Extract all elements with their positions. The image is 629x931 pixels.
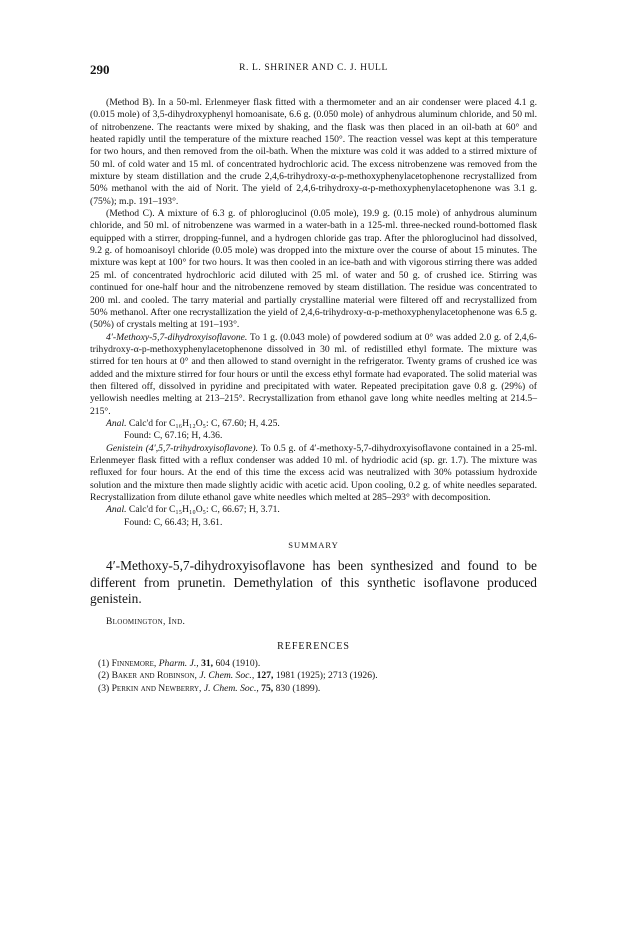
genistein-heading: Genistein (4′,5,7-trihydroxyisoflavone).	[106, 442, 258, 454]
analysis-label: Anal.	[106, 417, 127, 429]
paragraph-method-b: (Method B). In a 50-ml. Erlenmeyer flask fitted with a thermometer and an air condenser were placed 4.1 g. (0.015 mole) of 3,5-dihydroxyphenyl homoanisate, 6.6 g. (0.050 mole) of anhydrous aluminum chloride, and 50 ml. of nitrobenzene. The reactants were mixed by shaking, and the flask was then placed in an oil-bath at 60° and heated rapidly until the temperature of the mixture reached 150°. The reaction vessel was kept at this temperature for two hours, and then removed from the oil-bath. When the mixture was cold it was added to a stirred mixture of 50 ml. of cold water and 15 ml. of concentrated hydrochloric acid. The excess nitrobenzene was removed from the mixture by steam distillation and the crude 2,4,6-trihydroxy-α-p-methoxyphenylacetophenone recrystallized from 50% methanol with the aid of Norit. The yield of 2,4,6-trihydroxy-α-p-methoxyphenylacetophenone was 3.1 g. (75%); m.p. 191–193°.	[90, 97, 537, 207]
references-heading: REFERENCES	[277, 640, 350, 652]
reference-number: (2)	[98, 670, 110, 682]
genistein-text: To 0.5 g. of 4′-methoxy-5,7-dihydroxyisoflavone contained in a 25-ml. Erlenmeyer flask fitted with a reflux condenser was added 10 ml. of hydriodic acid (sp. gr. 1.7). The mixture was refluxed for four hours. At the end of this time the excess acid was neutralized with 30% potassium hydroxide solution and the mixture then made slightly acidic with acetic acid. Upon cooling, 0.2 g. of white needles separated. Recrystallization from dilute ethanol gave white needles which melted at 285–293° with decomposition.	[90, 442, 537, 503]
reference-item	[90, 658, 537, 671]
reference-authors: Finnemore,	[111, 657, 157, 669]
running-head: R. L. SHRINER AND C. J. HULL	[239, 63, 388, 73]
analysis-found-2: Found: C, 66.43; H, 3.61.	[124, 516, 223, 528]
reference-pages: 1981 (1925); 2713 (1926).	[275, 670, 378, 682]
summary-text: 4′-Methoxy-5,7-dihydroxyisoflavone has been synthesized and found to be different from prunetin. Demethylation of this synthetic isoflavone produced genistein.	[90, 558, 537, 607]
article-body	[90, 97, 537, 695]
analysis-calculated-1	[90, 418, 537, 430]
reference-volume: 75,	[261, 682, 274, 694]
paragraph-genistein	[90, 443, 537, 505]
page-number: 290	[90, 62, 110, 77]
paragraph-method-c: (Method C). A mixture of 6.3 g. of phloroglucinol (0.05 mole), 19.9 g. (0.15 mole) of anhydrous aluminum chloride, and 50 ml. of nitrobenzene was warmed in a water-bath in a 125-ml. three-necked round-bottomed flask equipped with a stirrer, dropping-funnel, and a hydrogen chloride gas trap. After the phloroglucinol had dissolved, 9.2 g. of homoanisoyl chloride (0.05 mole) was dropped into the mixture over the course of about 15 minutes. The mixture was kept at 100° for two hours. It was then cooled in an ice-bath and with vigorous stirring there was added 25 ml. of concentrated hydrochloric acid diluted with 25 ml. of water and 50 g. of crushed ice. Stirring was continued for one-half hour and the nitrobenzene removed by steam distillation. The residue was concentrated to 200 ml. and cooled. The tarry material and partially crystalline material were filtered off and recrystallized from 50% methanol. After one recrystallization the yield of 2,4,6-trihydroxy-α-p-methoxyphenylacetophenone was 6.5 g. (50%) of crystals melting at 191–193°.	[90, 208, 537, 331]
isoflavone-text: To 1 g. (0.043 mole) of powdered sodium at 0° was added 2.0 g. of 2,4,6-trihydroxy-α-p-methoxyphenylacetophenone dissolved in 30 ml. of redistilled ethyl formate. The mixture was stirred for ten hours at 0° and then allowed to stand overnight in the refrigerator. Twenty grams of crushed ice was added and the mixture stirred for four hours or until the excess ethyl formate had evaporated. The solid material was then filtered off, dissolved in pyridine and precipitated with water. Repeated precipitation gave 0.8 g. (29%) of yellowish needles melting at 213–215°. Recrystallization from ethanol gave long white needles melting at 214.5–215°.	[90, 331, 537, 417]
reference-number: (1)	[98, 657, 110, 669]
analysis-calculated-text: Calc'd for C₁₅H₁₀O₅: C, 66.67; H, 3.71.	[126, 504, 280, 516]
reference-pages: 604 (1910).	[215, 657, 261, 669]
summary-heading: SUMMARY	[288, 540, 339, 551]
reference-pages: 830 (1899).	[275, 682, 321, 694]
paragraph-isoflavone-synthesis	[90, 332, 537, 418]
isoflavone-heading: 4′-Methoxy-5,7-dihydroxyisoflavone.	[106, 331, 248, 343]
analysis-label: Anal.	[106, 504, 127, 516]
reference-authors: Perkin and Newberry,	[111, 682, 202, 694]
reference-item	[90, 683, 537, 696]
reference-volume: 31,	[201, 657, 214, 669]
reference-journal: Pharm. J.,	[158, 657, 199, 669]
author-location: Bloomington, Ind.	[106, 616, 186, 627]
reference-item	[90, 670, 537, 683]
reference-authors: Baker and Robinson,	[111, 670, 197, 682]
analysis-found-1: Found: C, 67.16; H, 4.36.	[124, 430, 223, 442]
reference-journal: J. Chem. Soc.,	[199, 670, 255, 682]
analysis-calculated-2	[90, 504, 537, 516]
reference-journal: J. Chem. Soc.,	[203, 682, 259, 694]
reference-volume: 127,	[256, 670, 274, 682]
page-header	[90, 62, 537, 78]
analysis-calculated-text: Calc'd for C₁₆H₁₂O₅: C, 67.60; H, 4.25.	[126, 417, 280, 429]
reference-number: (3)	[98, 682, 110, 694]
